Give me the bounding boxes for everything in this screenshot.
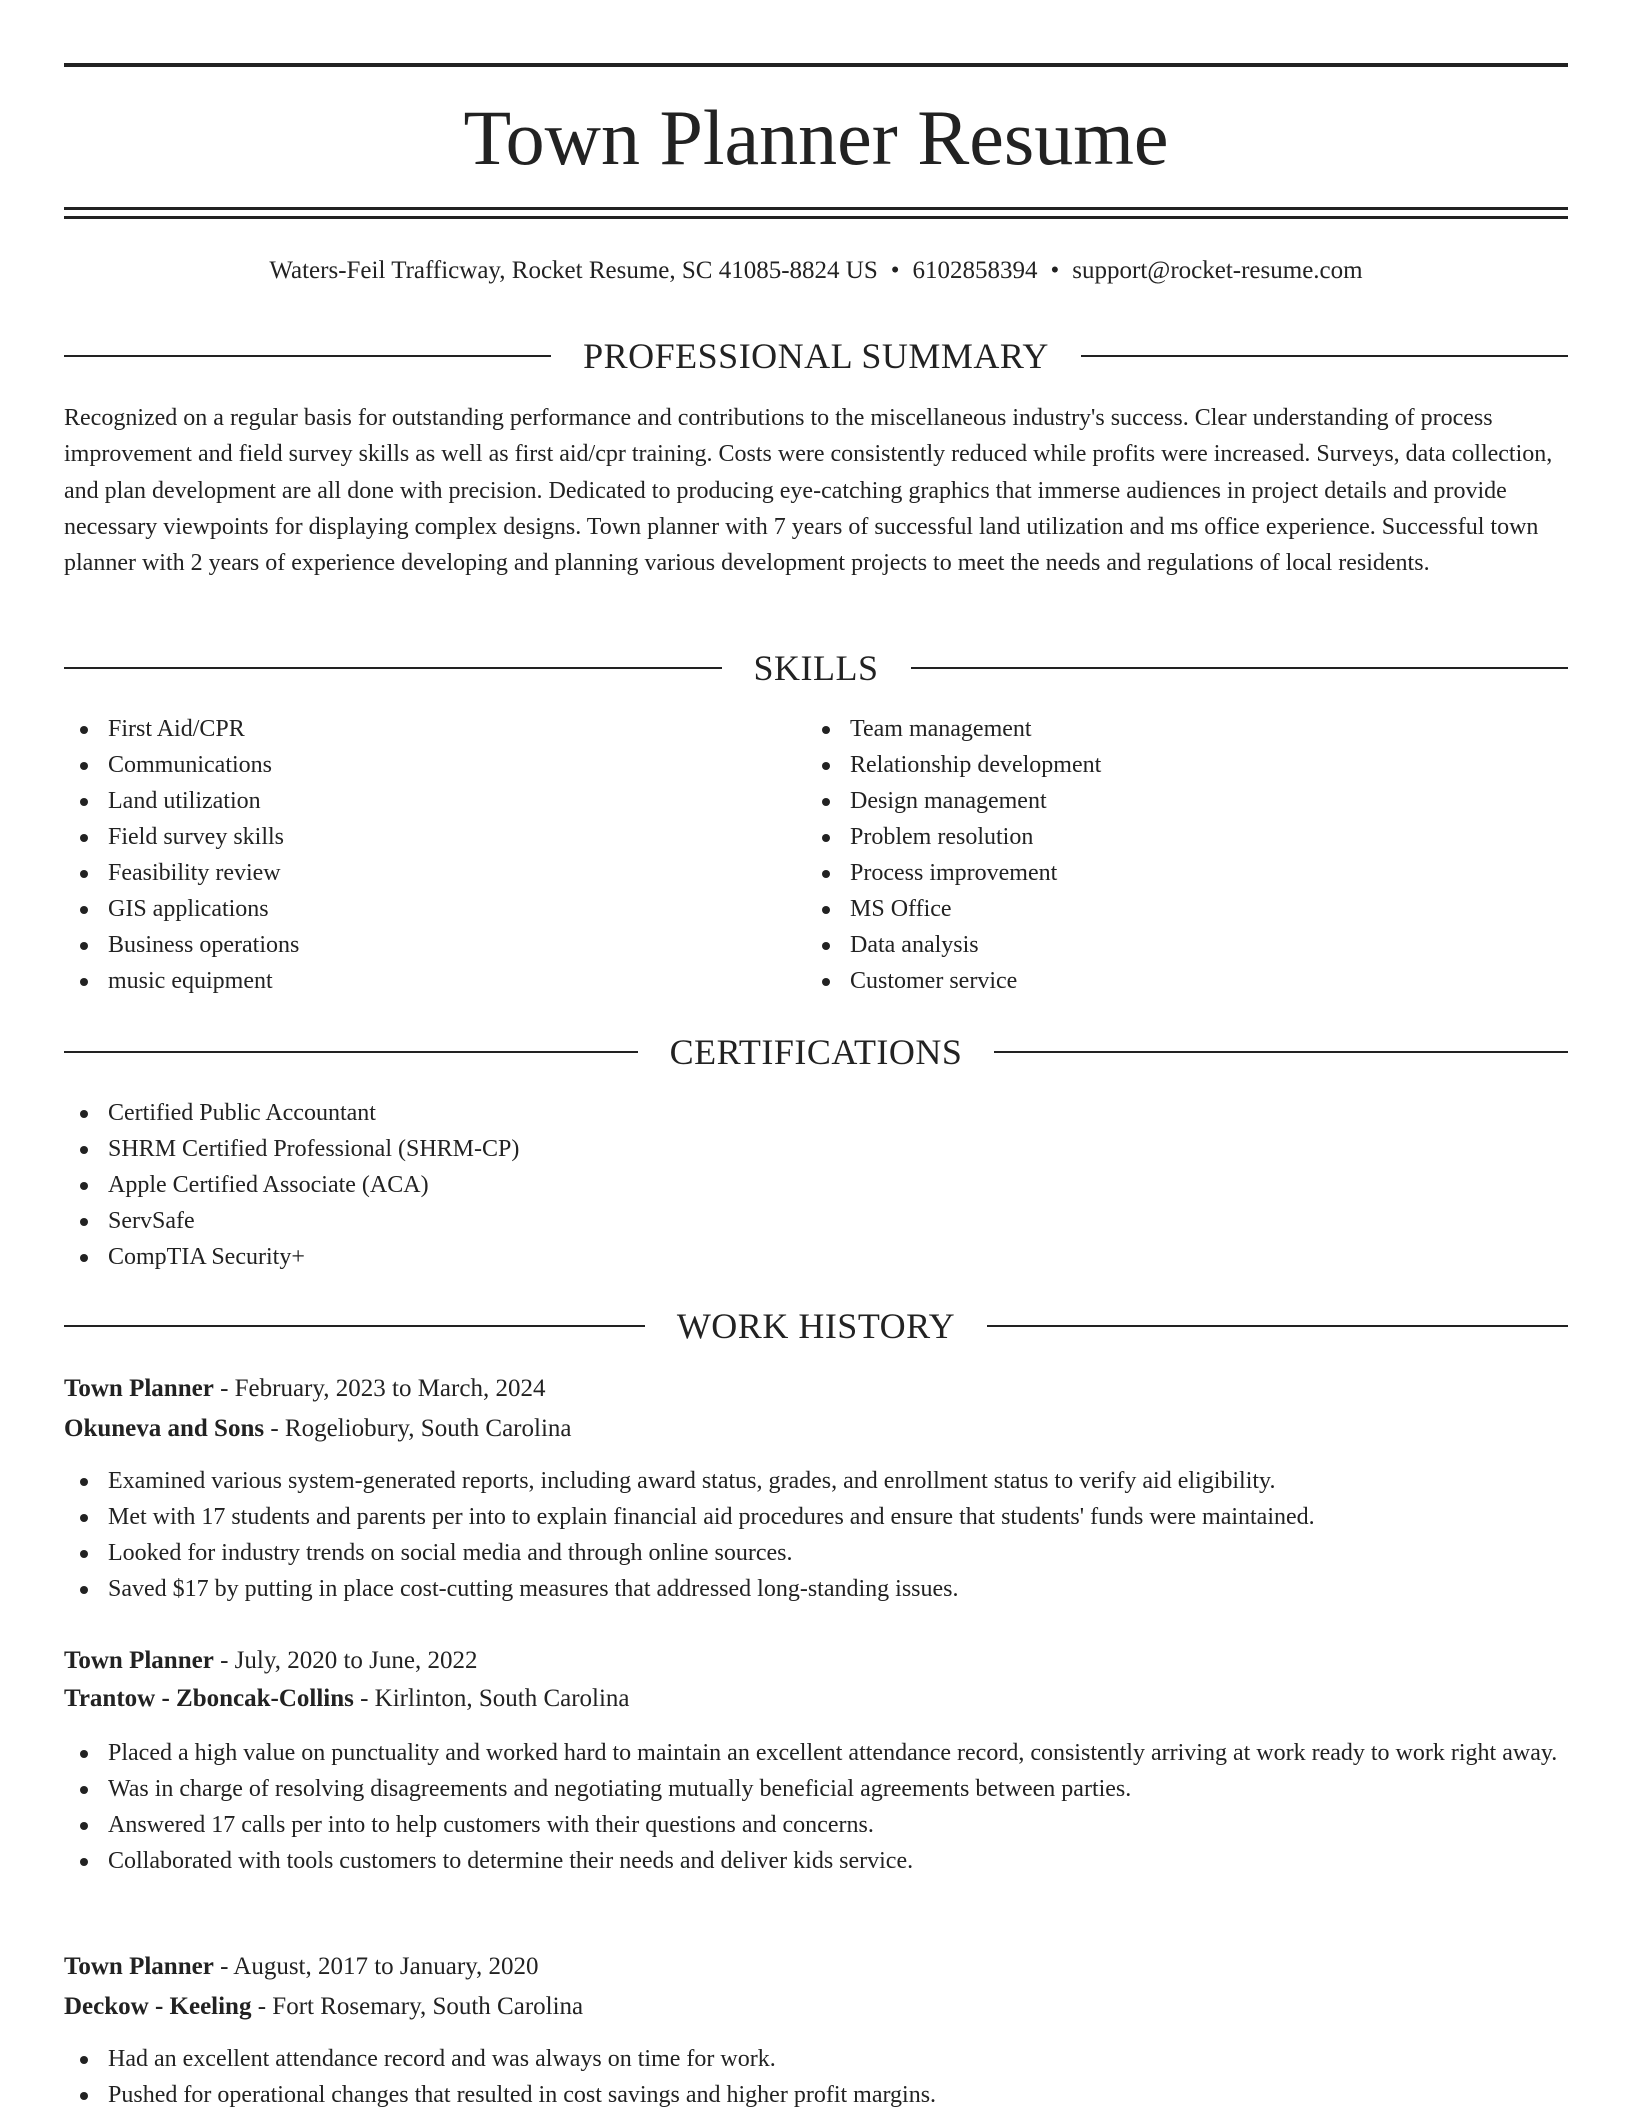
section-title: SKILLS	[753, 648, 879, 688]
certifications-list	[64, 1095, 1568, 1275]
section-title: PROFESSIONAL SUMMARY	[583, 336, 1049, 376]
skill-item: Business operations	[64, 927, 764, 963]
skill-item: First Aid/CPR	[64, 711, 764, 747]
skill-item: music equipment	[64, 963, 764, 999]
header-top-rule	[64, 63, 1568, 67]
skill-item: GIS applications	[64, 891, 764, 927]
skill-item: Design management	[806, 783, 1506, 819]
job-bullet: Answered 17 calls per into to help customers with their questions and concerns.	[64, 1807, 1568, 1843]
skills-list-right	[806, 711, 1506, 999]
contact-line	[64, 254, 1568, 288]
contact-phone: 6102858394	[912, 257, 1038, 284]
heading-rule	[64, 1051, 638, 1053]
job-bullet: Placed a high value on punctuality and worked hard to maintain an excellent attendance record, consistently arriving at work ready to work right away.	[64, 1735, 1568, 1771]
skill-item: Communications	[64, 747, 764, 783]
summary-text: Recognized on a regular basis for outstanding performance and contributions to the miscellaneous industry's success. Clear understanding of process improvement and field survey skills as well as first aid/cpr training. Costs were consistently reduced while profits were increased. Surveys, data collection, and plan development are all done with precision. Dedicated to producing eye-catching graphics that immerse audiences in project details and provide necessary viewpoints for displaying complex designs. Town planner with 7 years of successful land utilization and ms office experience. Successful town planner with 2 years of experience developing and planning various development projects to meet the needs and regulations of local residents.	[64, 405, 1553, 577]
heading-rule	[64, 355, 551, 357]
job-company-line	[64, 1681, 1568, 1717]
heading-rule	[1081, 355, 1568, 357]
contact-email: support@rocket-resume.com	[1072, 257, 1363, 284]
section-title: CERTIFICATIONS	[669, 1032, 963, 1072]
section-heading-summary	[64, 334, 1568, 378]
job-bullet: Met with 17 students and parents per into to explain financial aid procedures and ensure that students' funds were maintained.	[64, 1499, 1568, 1535]
job-bullet: Collaborated with tools customers to determine their needs and deliver kids service.	[64, 1843, 1568, 1879]
skill-item: Land utilization	[64, 783, 764, 819]
skill-item: Feasibility review	[64, 855, 764, 891]
job-title-line	[64, 1949, 1568, 1985]
job-bullet: Pushed for operational changes that resulted in cost savings and higher profit margins.	[64, 2077, 1568, 2113]
skill-item: MS Office	[806, 891, 1506, 927]
skills-list-left	[64, 711, 764, 999]
section-heading-work-history	[64, 1304, 1568, 1348]
skill-item: Customer service	[806, 963, 1506, 999]
certification-item: ServSafe	[64, 1203, 1568, 1239]
section-title: WORK HISTORY	[676, 1306, 956, 1346]
job-location: - Kirlinton, South Carolina	[353, 1685, 630, 1712]
job-location: - Fort Rosemary, South Carolina	[251, 1993, 584, 2020]
job-company-line	[64, 1411, 1568, 1447]
job-location: - Rogeliobury, South Carolina	[264, 1415, 572, 1442]
skill-item: Data analysis	[806, 927, 1506, 963]
heading-rule	[994, 1051, 1568, 1053]
job-role: Town Planner	[64, 1375, 214, 1402]
skill-item: Problem resolution	[806, 819, 1506, 855]
skill-item: Field survey skills	[64, 819, 764, 855]
certification-item: Certified Public Accountant	[64, 1095, 1568, 1131]
contact-separator: •	[1050, 257, 1060, 284]
job-bullet: Saved $17 by putting in place cost-cutting measures that addressed long-standing issues.	[64, 1571, 1568, 1607]
section-heading-skills	[64, 646, 1568, 690]
job-dates: - August, 2017 to January, 2020	[213, 1953, 539, 1980]
job-title-line	[64, 1371, 1568, 1407]
job-bullets	[64, 1463, 1568, 1607]
contact-separator: •	[890, 257, 900, 284]
heading-rule	[987, 1325, 1568, 1327]
heading-rule	[911, 667, 1569, 669]
heading-rule	[64, 1325, 645, 1327]
section-heading-certifications	[64, 1030, 1568, 1074]
job-dates: - July, 2020 to June, 2022	[213, 1647, 478, 1674]
job-company: Trantow - Zboncak-Collins	[64, 1685, 354, 1712]
job-company: Deckow - Keeling	[64, 1993, 252, 2020]
skill-item: Relationship development	[806, 747, 1506, 783]
heading-rule	[64, 667, 722, 669]
job-role: Town Planner	[64, 1953, 214, 1980]
job-role: Town Planner	[64, 1647, 214, 1674]
skill-item: Process improvement	[806, 855, 1506, 891]
certification-item: Apple Certified Associate (ACA)	[64, 1167, 1568, 1203]
job-bullet: Looked for industry trends on social media and through online sources.	[64, 1535, 1568, 1571]
certification-item: SHRM Certified Professional (SHRM-CP)	[64, 1131, 1568, 1167]
job-bullet: Had an excellent attendance record and was always on time for work.	[64, 2041, 1568, 2077]
skill-item: Team management	[806, 711, 1506, 747]
job-bullets	[64, 1735, 1568, 1879]
job-dates: - February, 2023 to March, 2024	[213, 1375, 546, 1402]
job-bullets	[64, 2041, 1568, 2113]
job-title-line	[64, 1643, 1568, 1679]
job-company: Okuneva and Sons	[64, 1415, 265, 1442]
resume-title: Town Planner Resume	[463, 94, 1169, 181]
job-bullet: Was in charge of resolving disagreements and negotiating mutually beneficial agreements between parties.	[64, 1771, 1568, 1807]
header-double-rule	[64, 207, 1568, 219]
contact-address: Waters-Feil Trafficway, Rocket Resume, SC 41085-8824 US	[269, 257, 878, 284]
certification-item: CompTIA Security+	[64, 1239, 1568, 1275]
job-company-line	[64, 1989, 1568, 2025]
job-bullet: Examined various system-generated reports, including award status, grades, and enrollment status to verify aid eligibility.	[64, 1463, 1568, 1499]
